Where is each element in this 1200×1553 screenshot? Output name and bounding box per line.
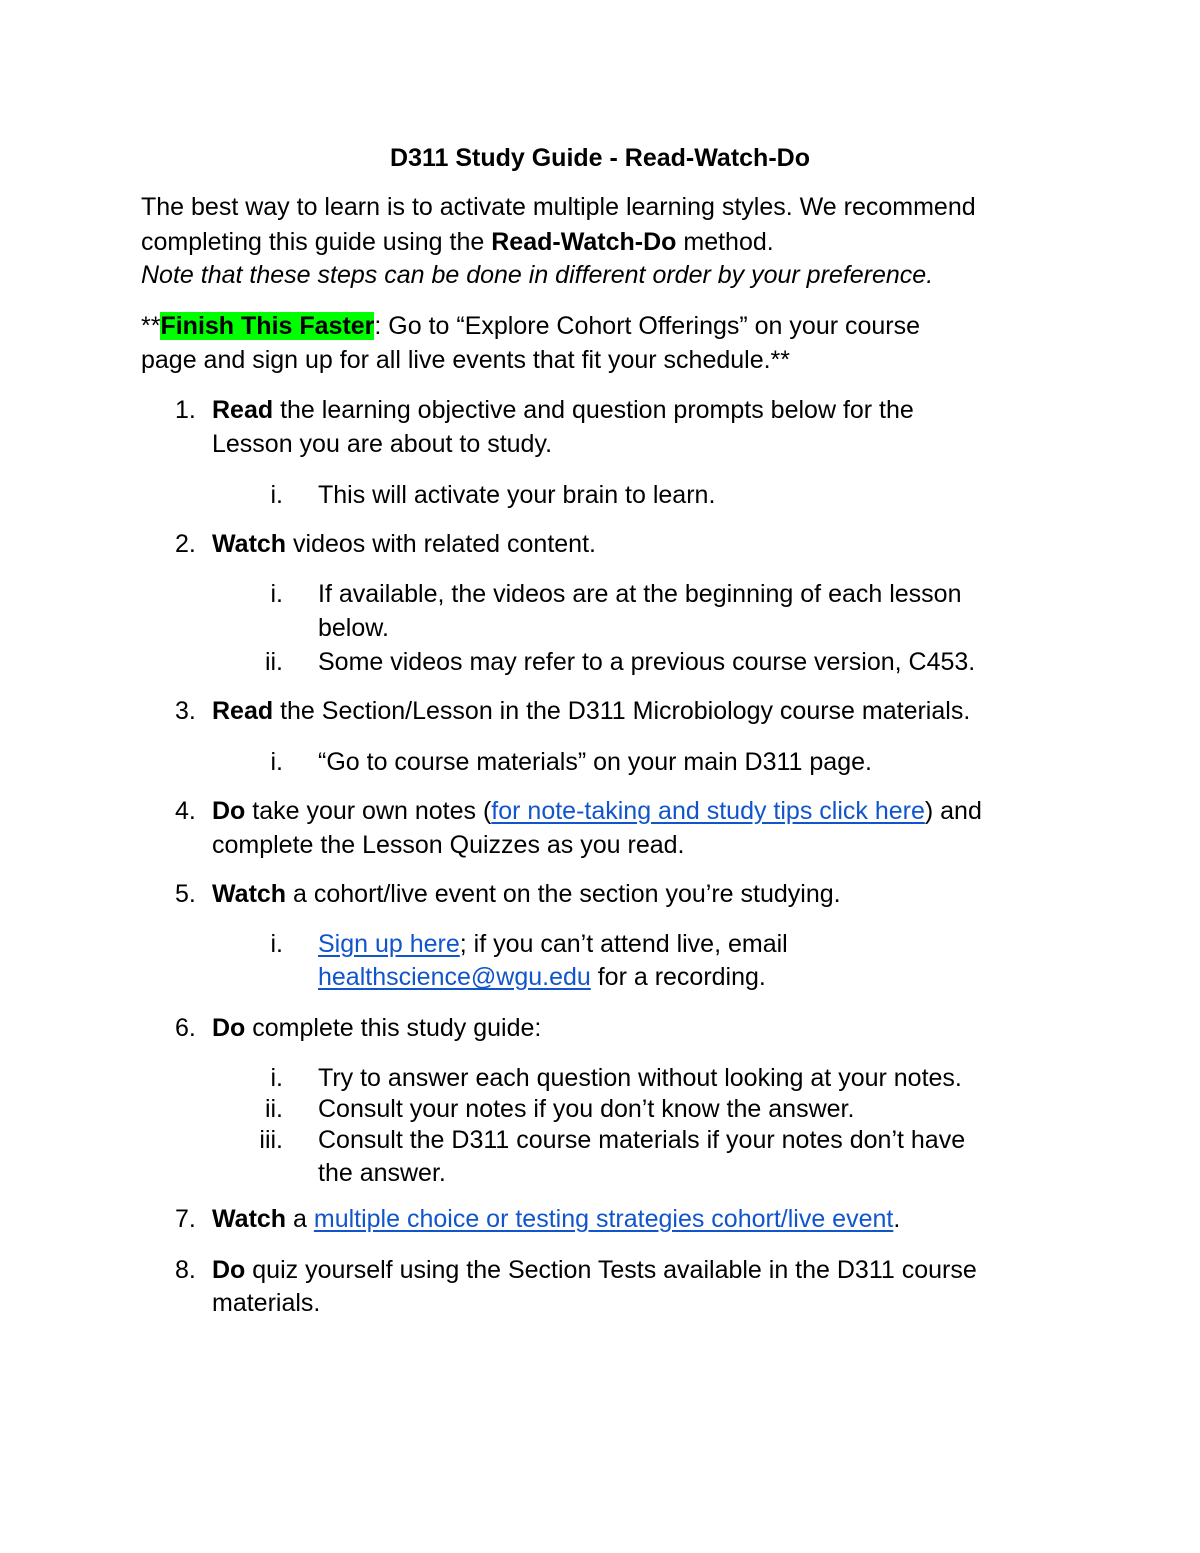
- step-8-line-1: Do quiz yourself using the Section Tests available in the D311 course: [212, 1256, 977, 1284]
- sign-up-link[interactable]: Sign up here: [318, 930, 460, 958]
- step-1-line-2: Lesson you are about to study.: [212, 430, 553, 458]
- step-5-line-1: Watch a cohort/live event on the section you’re studying.: [212, 880, 841, 908]
- step-3-sub-1-text: “Go to course materials” on your main D311 page.: [318, 748, 872, 776]
- step-6-sub-1-number: i.: [270, 1064, 283, 1092]
- step-1-line-1: Read the learning objective and question prompts below for the: [212, 396, 914, 424]
- step-5-number: 5.: [175, 880, 196, 908]
- step-6-sub-3-text: Consult the D311 course materials if your notes don’t have: [318, 1126, 966, 1154]
- step-6-sub-2-number: ii.: [264, 1095, 283, 1123]
- step-5-sub-1-text-cont: healthscience@wgu.edu for a recording.: [318, 963, 766, 991]
- step-7-line-1: Watch a multiple choice or testing strategies cohort/live event.: [212, 1205, 901, 1233]
- step-6-sub-3-number: iii.: [259, 1126, 283, 1154]
- finish-faster-line-1: **Finish This Faster: Go to “Explore Cohort Offerings” on your course: [141, 312, 921, 340]
- step-8-line-2: materials.: [212, 1289, 321, 1317]
- finish-faster-line-2: page and sign up for all live events that fit your schedule.**: [141, 346, 791, 374]
- step-2-line-1: Watch videos with related content.: [212, 530, 596, 558]
- step-5-sub-1-number: i.: [270, 930, 283, 958]
- step-3-number: 3.: [175, 697, 196, 725]
- step-4-number: 4.: [175, 797, 196, 825]
- step-1-sub-1-number: i.: [270, 481, 283, 509]
- step-8-number: 8.: [175, 1256, 196, 1284]
- intro-line-1: The best way to learn is to activate multiple learning styles. We recommend: [141, 193, 976, 221]
- step-2-number: 2.: [175, 530, 196, 558]
- step-4-line-2: complete the Lesson Quizzes as you read.: [212, 831, 685, 859]
- testing-strategies-link[interactable]: multiple choice or testing strategies cohort/live event: [313, 1205, 894, 1233]
- intro-line-2: completing this guide using the Read-Watch-Do method.: [141, 228, 774, 256]
- step-2-sub-2-number: ii.: [264, 648, 283, 676]
- step-2-sub-1-text-cont: below.: [318, 614, 389, 642]
- page-title: D311 Study Guide - Read-Watch-Do: [390, 144, 810, 172]
- step-1-number: 1.: [175, 396, 196, 424]
- step-6-number: 6.: [175, 1014, 196, 1042]
- step-3-line-1: Read the Section/Lesson in the D311 Microbiology course materials.: [212, 697, 971, 725]
- finish-faster-highlight: Finish This Faster: [160, 312, 375, 340]
- step-6-sub-1-text: Try to answer each question without looking at your notes.: [318, 1064, 962, 1092]
- step-5-sub-1-text: Sign up here; if you can’t attend live, email: [318, 930, 788, 958]
- step-3-sub-1-number: i.: [270, 748, 283, 776]
- step-6-line-1: Do complete this study guide:: [212, 1014, 542, 1042]
- step-2-sub-1-number: i.: [270, 580, 283, 608]
- email-link[interactable]: healthscience@wgu.edu: [318, 963, 591, 991]
- step-2-sub-1-text: If available, the videos are at the beginning of each lesson: [318, 580, 962, 608]
- note-taking-tips-link[interactable]: for note-taking and study tips click here: [491, 797, 925, 825]
- read-watch-do-bold: Read-Watch-Do: [491, 228, 677, 256]
- step-1-sub-1-text: This will activate your brain to learn.: [318, 481, 716, 509]
- step-6-sub-2-text: Consult your notes if you don’t know the answer.: [318, 1095, 855, 1123]
- step-6-sub-3-text-cont: the answer.: [318, 1159, 446, 1187]
- step-7-number: 7.: [175, 1205, 196, 1233]
- step-2-sub-2-text: Some videos may refer to a previous course version, C453.: [318, 648, 976, 676]
- step-4-line-1: Do take your own notes (for note-taking and study tips click here) and: [212, 797, 982, 825]
- intro-note: Note that these steps can be done in different order by your preference.: [141, 261, 934, 289]
